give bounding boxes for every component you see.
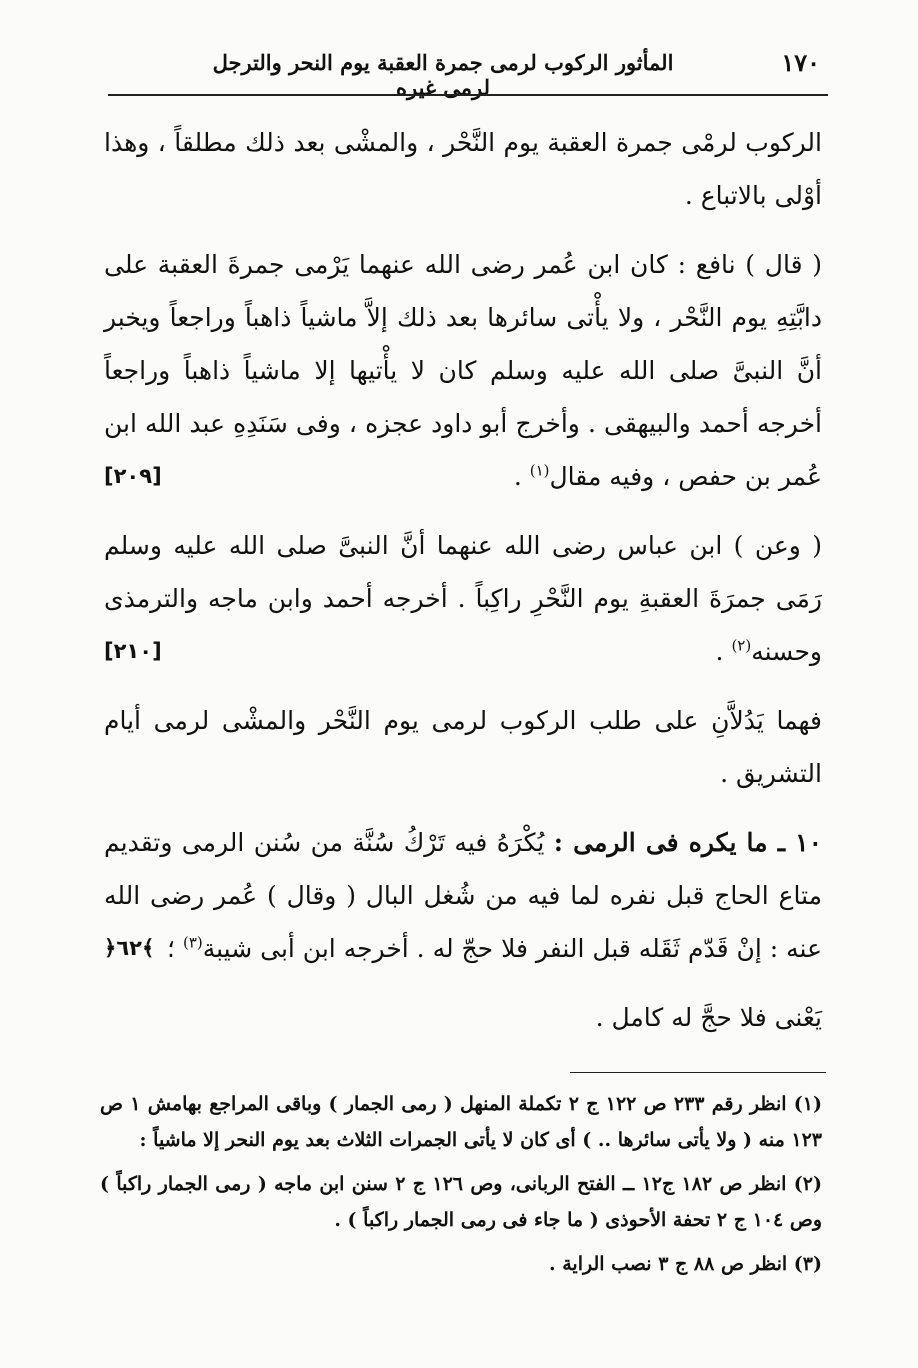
paragraph-4	[104, 694, 822, 800]
paragraph-text: يَعْنى فلا حجَّ له كامل .	[595, 1003, 822, 1032]
section-number: ﴿٦٢﴾	[104, 936, 155, 960]
paragraph-5	[104, 816, 822, 975]
footnote-2: (٢) انظر ص ١٨٢ ج١٢ ــ الفتح الربانى، وص ١٢٦ ج ٢ سنن ابن ماجه ( رمى الجمار راكباً ) وص ١٠٤ ج ٢ تحفة الأحوذى ( ما جاء فى رمى الجمار راكباً ) .	[100, 1173, 822, 1231]
paragraph-text: الركوب لرمْى جمرة العقبة يوم النَّحْر ، والمشْى بعد ذلك مطلقاً ، وهذا أوْلى بالاتباع .	[104, 128, 822, 210]
paragraph-text: ( وعن ) ابن عباس رضى الله عنهما أنَّ النبىَّ صلى الله عليه وسلم رَمَى جمرَةَ العقبةِ يوم النَّحْرِ راكِباً . أخرجه أحمد وابن ماجه والترمذى وحسنه	[104, 531, 822, 666]
running-header	[108, 44, 828, 100]
footnote-marker: (١)	[529, 461, 550, 480]
footnote-1: (١) انظر رقم ٢٣٣ ص ١٢٢ ج ٢ تكملة المنهل ( رمى الجمار ) وباقى المراجع بهامش ١ ص ١٢٣ منه ( ولا يأتى سائرها .. ) أى كان لا يأتى الجمرات الثلاث بعد يوم النحر إلا ماشياً :	[100, 1093, 823, 1151]
paragraph-end: .	[513, 462, 530, 491]
paragraph-end: ؛	[167, 934, 183, 963]
footnote-rule	[570, 1072, 826, 1073]
paragraph-3	[104, 519, 822, 678]
footnote-marker: (٣)	[182, 933, 203, 952]
section-heading: ١٠ ـ ما يكره فى الرمى :	[553, 828, 823, 857]
paragraph-text: فهما يَدُلاَّنِ على طلب الركوب لرمى يوم النَّحْر والمشْى لرمى أيام التشريق .	[104, 706, 822, 788]
paragraph-1	[104, 116, 822, 222]
footnotes	[100, 1086, 822, 1290]
main-text	[104, 116, 822, 1060]
running-title: المأثور الركوب لرمى جمرة العقبة يوم النحر والترجل لرمى غيره	[212, 50, 674, 100]
hadith-number: [٢١٠]	[104, 639, 162, 663]
page-number: ١٧٠	[781, 48, 820, 77]
paragraph-6	[104, 991, 822, 1044]
header-rule	[108, 94, 828, 96]
paragraph-2	[104, 238, 822, 503]
paragraph-end: .	[715, 637, 732, 666]
paragraph-text: ( قال ) نافع : كان ابن عُمر رضى الله عنهما يَرْمى جمرةَ العقبة على دابَّتِهِ يوم النَّحْر ، ولا يأْتى سائرها بعد ذلك إلاَّ ماشياً ذاهباً وراجعاً ويخبر أنَّ النبىَّ صلى الله عليه وسلم كان لا يأْتيها إلا ماشياً ذاهباً وراجعاً أخرجه أحمد والبيهقى . وأخرج أبو داود عجزه ، وفى سَنَدِهِ عبد الله ابن عُمر بن حفص ، وفيه مقال	[104, 250, 822, 491]
footnote-3: (٣) انظر ص ٨٨ ج ٣ نصب الراية .	[549, 1253, 822, 1275]
paragraph-text: يُكْرَهُ فيه تَرْكُ سُنَّة من سُنن الرمى وتقديم متاع الحاج قبل نفره لما فيه من شُغل البال ( وقال ) عُمر رضى الله عنه : إنْ قَدّم ثَقَله قبل النفر فلا حجّ له . أخرجه ابن أبى شيبة	[104, 828, 822, 963]
footnote-marker: (٢)	[731, 636, 752, 655]
hadith-number: [٢٠٩]	[104, 464, 162, 488]
